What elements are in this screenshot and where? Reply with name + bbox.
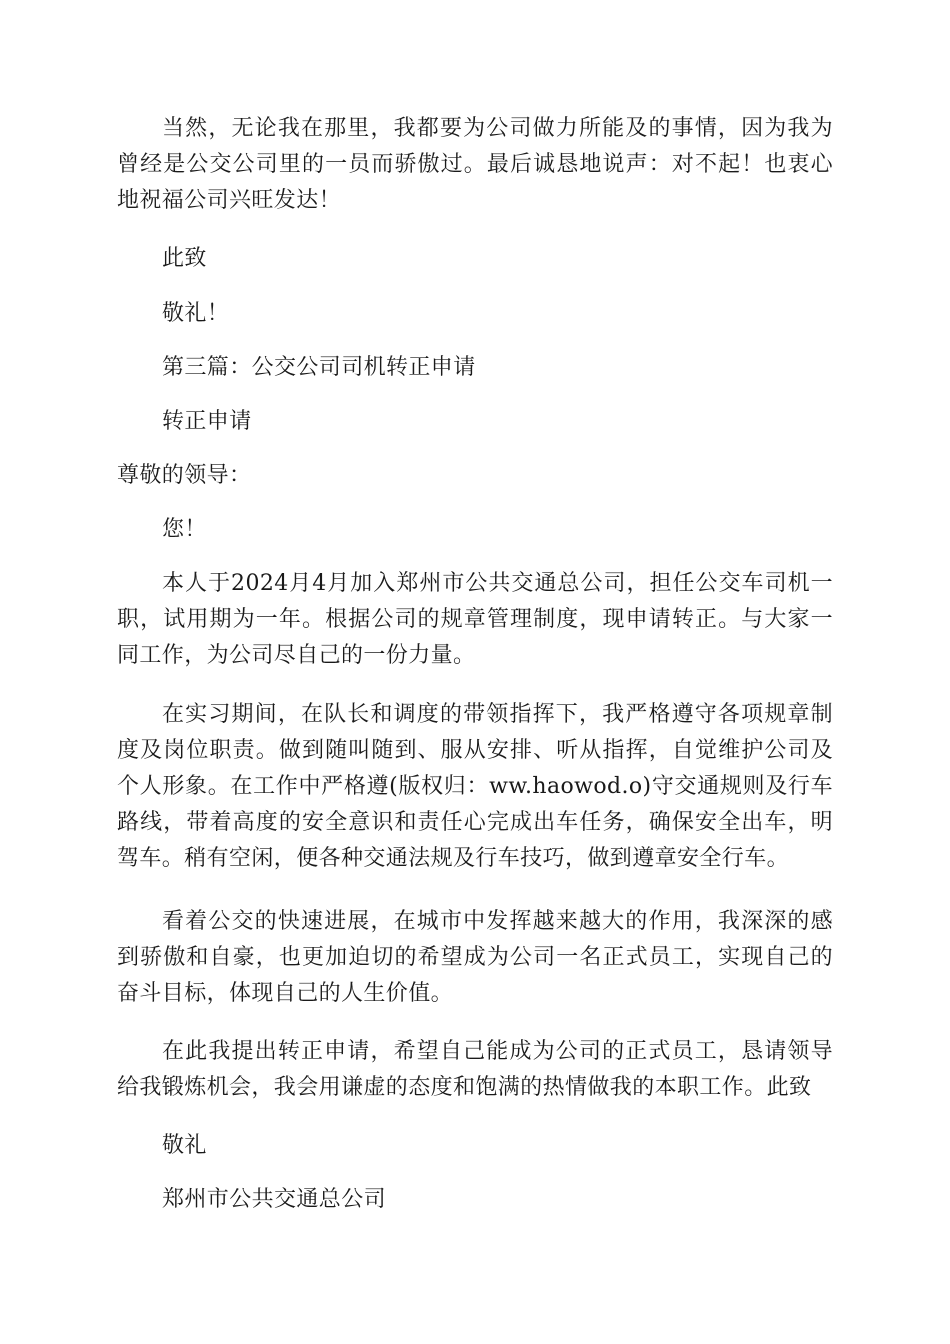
section-heading: 第三篇：公交公司司机转正申请 xyxy=(162,355,476,380)
greeting-line: 您！ xyxy=(162,517,207,542)
recipient-line: 尊敬的领导： xyxy=(117,463,252,488)
paragraph-aspiration: 看着公交的快速进展，在城市中发挥越来越大的作用，我深深的感到骄傲和自豪，也更加迫切的希望成为公司一名正式员工，实现自己的奋斗目标，体现自己的人生价值。 xyxy=(117,909,833,1006)
paragraph-closing-wishes: 当然，无论我在那里，我都要为公司做力所能及的事情，因为我为曾经是公交公司里的一员而骄傲过。最后诚恳地说声：对不起！也衷心地祝福公司兴旺发达！ xyxy=(117,116,833,213)
salutation-cizhi: 此致 xyxy=(162,246,207,271)
document-title: 转正申请 xyxy=(162,409,252,434)
paragraph-internship: 在实习期间，在队长和调度的带领指挥下，我严格遵守各项规章制度及岗位职责。做到随叫随到、服从安排、听从指挥，自觉维护公司及个人形象。在工作中严格遵(版权归：ww.haowod.o)守交通规则及行车路线，带着高度的安全意识和责任心完成出车任务，确保安全出车，明驾车。稍有空闲，便各种交通法规及行车技巧，做到遵章安全行车。 xyxy=(117,702,833,871)
paragraph-request: 在此我提出转正申请，希望自己能成为公司的正式员工，恳请领导给我锻炼机会，我会用谦虚的态度和饱满的热情做我的本职工作。此致 xyxy=(117,1039,833,1100)
closing-jingli: 敬礼 xyxy=(162,1133,207,1158)
paragraph-introduction: 本人于2024月4月加入郑州市公共交通总公司，担任公交车司机一职，试用期为一年。根据公司的规章管理制度，现申请转正。与大家一同工作，为公司尽自己的一份力量。 xyxy=(117,571,833,668)
salutation-jingli: 敬礼！ xyxy=(162,301,230,326)
signature-company: 郑州市公共交通总公司 xyxy=(162,1187,387,1212)
